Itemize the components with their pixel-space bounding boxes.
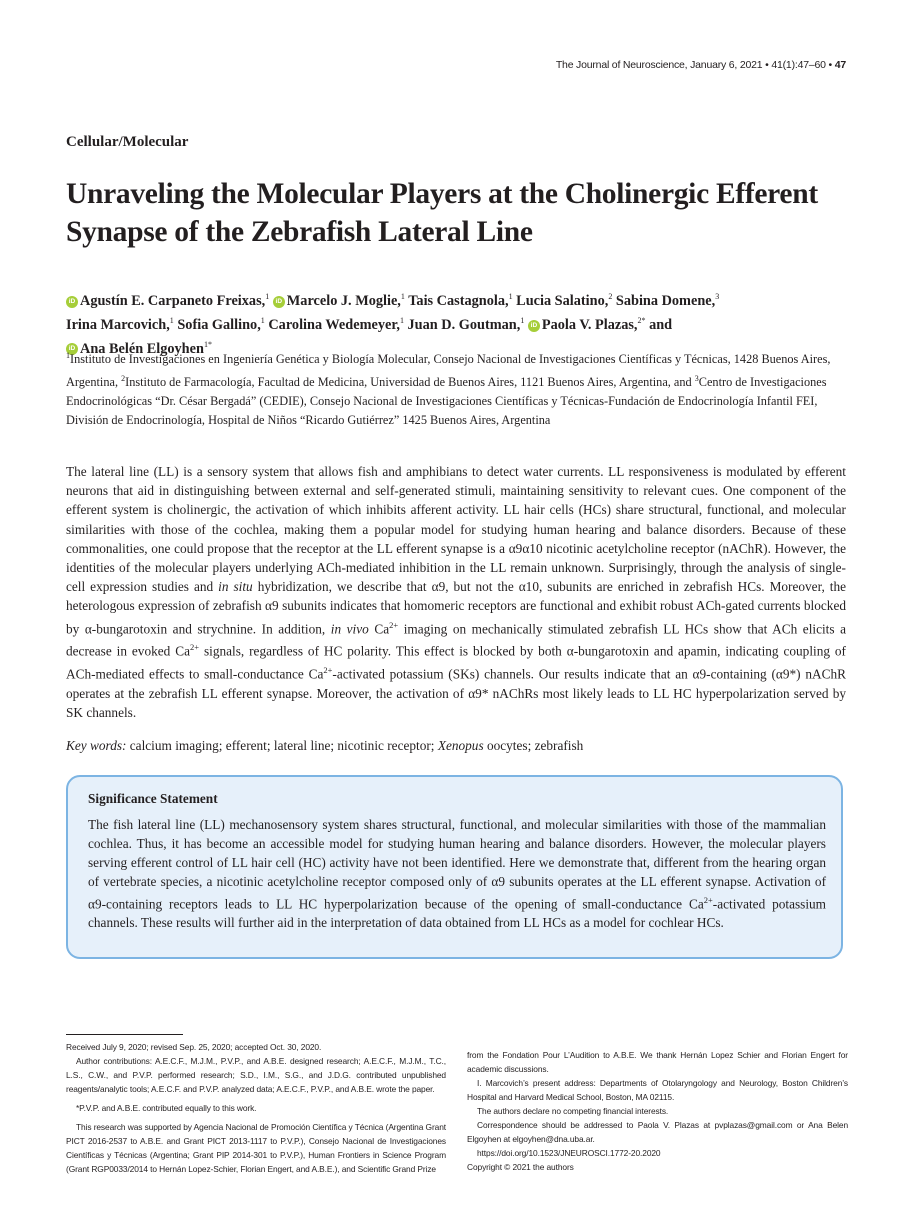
separator-bullet: • — [765, 59, 772, 71]
title-line-2: Synapse of the Zebrafish Lateral Line — [66, 216, 533, 248]
abstract-text: The lateral line (LL) is a sensory system that allows fish and amphibians to detect water currents. LL responsiveness is modulated by efferent neurons that aid in distinguishing between external and self-generated stimuli, maintaining sensitivity to relevant cues. One component of the efferent system is cholinergic, the activation of which inhibits afferent activity. LL hair cells (HCs) share structural, functional, and molecular similarities with those of the cochlea, making them a popular model for studying human hearing and balance disorders. Because of these commonalities, one could propose that the receptor at the LL efferent synapse is a α9α10 nicotinic acetylcholine receptor (nAChR). However, the identities of the molecular players underlying ACh-mediated inhibition in the LL remain unknown. Surprisingly, through the analysis of single-cell expression studies and — [66, 464, 846, 595]
calcium-symbol: Ca — [308, 666, 324, 682]
abstract-text: imaging on mechanically stimulated zebrafish LL HCs show that ACh elicits a decrease in evoked — [66, 621, 846, 659]
orcid-icon[interactable]: iD — [66, 296, 78, 308]
significance-body: -activated potassium channels. These results will further aid in the interpretation of data obtained from LL HCs as a model for cochlear HCs. — [88, 896, 827, 931]
journal-citation: The Journal of Neuroscience, January 6, 2021 — [555, 59, 763, 71]
affiliation-1: Instituto de Investigaciones en Ingeniería Genética y Biología Molecular, Consejo Nacional de Investigaciones Científicas y Técnicas, 1428 Buenos Aires, Argentina, — [66, 352, 831, 390]
affiliation-marker: 1 — [508, 292, 513, 301]
volume-issue: 41(1):47–60 — [771, 59, 826, 71]
affiliation-marker: 1 — [265, 292, 270, 301]
affiliation-number: 1 — [66, 351, 70, 360]
author-name: Sofia Gallino, — [177, 316, 261, 333]
affiliations — [66, 346, 846, 430]
author-name: Marcelo J. Moglie, — [286, 292, 401, 309]
significance-statement-box — [66, 775, 843, 959]
calcium-symbol: Ca — [374, 621, 390, 637]
separator-bullet: • — [828, 59, 835, 71]
affiliation-marker: 1 — [400, 292, 405, 301]
funding-continuation: from the Fondation Pour L’Audition to A.B.E. We thank Hernán Lopez Schier and Florian Engert for academic discussions. — [467, 1050, 848, 1074]
abstract-text: -activated potassium (SKs) channels. Our results indicate that an α9-containing (α9*) nAChR operates at the zebrafish LL efferent synapse. Moreover, the activation of α9* nAChRs most likely leads to LL HC hyperpolarization served by SK channels. — [66, 666, 847, 720]
competing-interests-note: The authors declare no competing financial interests. — [477, 1106, 669, 1116]
calcium-symbol: Ca — [175, 643, 190, 659]
keywords-italic: Xenopus — [437, 738, 484, 753]
abstract-text: hybridization, we describe that α9, but not the α10, subunits are enriched in zebrafish HCs. Moreover, the heterologous expression of zebrafish α9 subunits indicates that homomeric receptors are functional and exhibit robust ACh-gated currents blocked by α-bungarotoxin and strychnine. In addition, — [66, 579, 847, 637]
author-name: Tais Castagnola, — [408, 292, 509, 309]
affiliation-marker: 3 — [715, 292, 720, 301]
orcid-icon[interactable]: iD — [273, 296, 285, 308]
author-name: Ana Belén Elgoyhen — [80, 340, 204, 357]
significance-body: The fish lateral line (LL) mechanosensory system shares structural, functional, and molecular similarities with those of the mammalian cochlea. Thus, it has become an accessible model for studying human hearing and balance disorders. However, the molecular players serving efferent control of LL hair cell (HC) activity have not been identified. Here we demonstrate that, different from the hearing organ of vertebrate species, a nicotinic acetylcholine receptor composed only of α9 subunits operates at the LL efferent synapse. Activation of α9-containing receptors leads to LL HC hyperpolarization because of the opening of small-conductance — [88, 817, 826, 912]
present-address-note: I. Marcovich’s present address: Departments of Otolaryngology and Neurology, Boston Children’s Hospital and Harvard Medical School, Boston, MA 02115. — [467, 1078, 848, 1102]
author-name: Sabina Domene, — [615, 292, 716, 309]
significance-text — [88, 815, 826, 932]
affiliation-marker: 1* — [203, 339, 212, 349]
funding-note: This research was supported by Agencia Nacional de Promoción Científica y Técnica (Argentina Grant PICT 2016-2537 to A.B.E. and Grant PICT 2013-1117 to P.V.P.), Consejo Nacional de Investigaciones Científicas y Técnicas (Argentina; Grant PIP 2014-301 to P.V.P.), Human Frontiers in Science Program (Grant RGP0033/2014 to Hernán Lopez-Schier, Florian Engert, and A.B.E.), and Scientific Grand Prize — [66, 1122, 446, 1174]
affiliation-marker: 1 — [520, 315, 525, 325]
page-number: 47 — [834, 59, 846, 71]
author-name: Carolina Wedemeyer, — [268, 316, 400, 333]
author-conjunction: and — [649, 316, 673, 333]
copyright-notice: Copyright © 2021 the authors — [467, 1162, 574, 1172]
affiliation-marker: 1 — [260, 315, 265, 325]
author-name: Agustín E. Carpaneto Freixas, — [80, 292, 266, 309]
keywords-text: calcium imaging; efferent; lateral line; nicotinic receptor; — [129, 738, 435, 753]
abstract — [66, 462, 846, 722]
keywords-text: oocytes; zebrafish — [486, 738, 584, 753]
affiliation-marker: 2 — [608, 292, 613, 301]
significance-title: Significance Statement — [88, 791, 218, 806]
author-name: Paola V. Plazas, — [541, 316, 638, 333]
calcium-charge: 2+ — [389, 619, 399, 630]
affiliation-number: 2 — [121, 374, 126, 384]
author-name: Lucia Salatino, — [516, 292, 609, 309]
running-header — [556, 59, 846, 71]
correspondence-note[interactable]: Correspondence should be addressed to Paola V. Plazas at pvplazas@gmail.com or Ana Belen Elgoyhen at elgoyhen@dna.uba.ar. — [467, 1120, 848, 1144]
author-name: Juan D. Goutman, — [407, 316, 521, 333]
section-label: Cellular/Molecular — [66, 134, 189, 150]
calcium-charge: 2+ — [190, 642, 200, 653]
footnotes-left-column — [66, 1040, 446, 1176]
affiliation-marker: 2* — [637, 315, 646, 325]
equal-contribution-note: *P.V.P. and A.B.E. contributed equally to this work. — [76, 1103, 257, 1113]
abstract-text: signals, regardless of HC polarity. This effect is blocked by both α-bungarotoxin and apamin, indicating coupling of ACh-mediated effects to small-conductance — [66, 643, 846, 682]
affiliation-3: Centro de Investigaciones Endocrinológicas “Dr. César Bergadá” (CEDIE), Consejo Nacional de Investigaciones Científicas y Técnicas-Fundación de Endocrinología Infantil FEI, División de Endocrinología, Hospital de Niños “Ricardo Gutiérrez” 1425 Buenos Aires, Argentina — [66, 375, 827, 428]
affiliation-2: Instituto de Farmacología, Facultad de Medicina, Universidad de Buenos Aires, 1121 Buenos Aires, Argentina, and — [125, 375, 692, 390]
affiliation-marker: 1 — [169, 315, 174, 325]
calcium-charge: 2+ — [703, 895, 713, 905]
orcid-icon[interactable]: iD — [528, 320, 540, 332]
affiliation-marker: 1 — [399, 315, 404, 325]
author-contributions: Author contributions: A.E.C.F., M.J.M., P.V.P., and A.B.E. designed research; A.E.C.F., M.J.M., T.C., L.S., C.W., and P.V.P. performed research; S.D., I.M., S.G., and J.D.G. contributed unpublished reagents/analytic tools; A.E.C.F. and P.V.P. analyzed data; A.E.C.F., P.V.P., and A.B.E. wrote the paper. — [66, 1056, 446, 1094]
received-dates: Received July 9, 2020; revised Sep. 25, 2020; accepted Oct. 30, 2020. — [66, 1042, 322, 1052]
keywords — [66, 736, 846, 755]
doi-link[interactable]: https://doi.org/10.1523/JNEUROSCI.1772-20.2020 — [477, 1148, 661, 1158]
footnote-divider — [66, 1034, 183, 1035]
keywords-label: Key words: — [66, 738, 127, 753]
calcium-charge: 2+ — [323, 664, 333, 675]
author-name: Irina Marcovich, — [66, 316, 170, 333]
affiliation-number: 3 — [694, 374, 699, 384]
abstract-italic: in situ — [218, 579, 253, 595]
article-title — [66, 175, 856, 251]
footnotes-right-column — [467, 1048, 848, 1174]
calcium-symbol: Ca — [688, 896, 704, 912]
title-line-1: Unraveling the Molecular Players at the Cholinergic Efferent — [66, 178, 818, 210]
orcid-icon[interactable]: iD — [66, 343, 78, 355]
abstract-italic: in vivo — [330, 621, 369, 637]
